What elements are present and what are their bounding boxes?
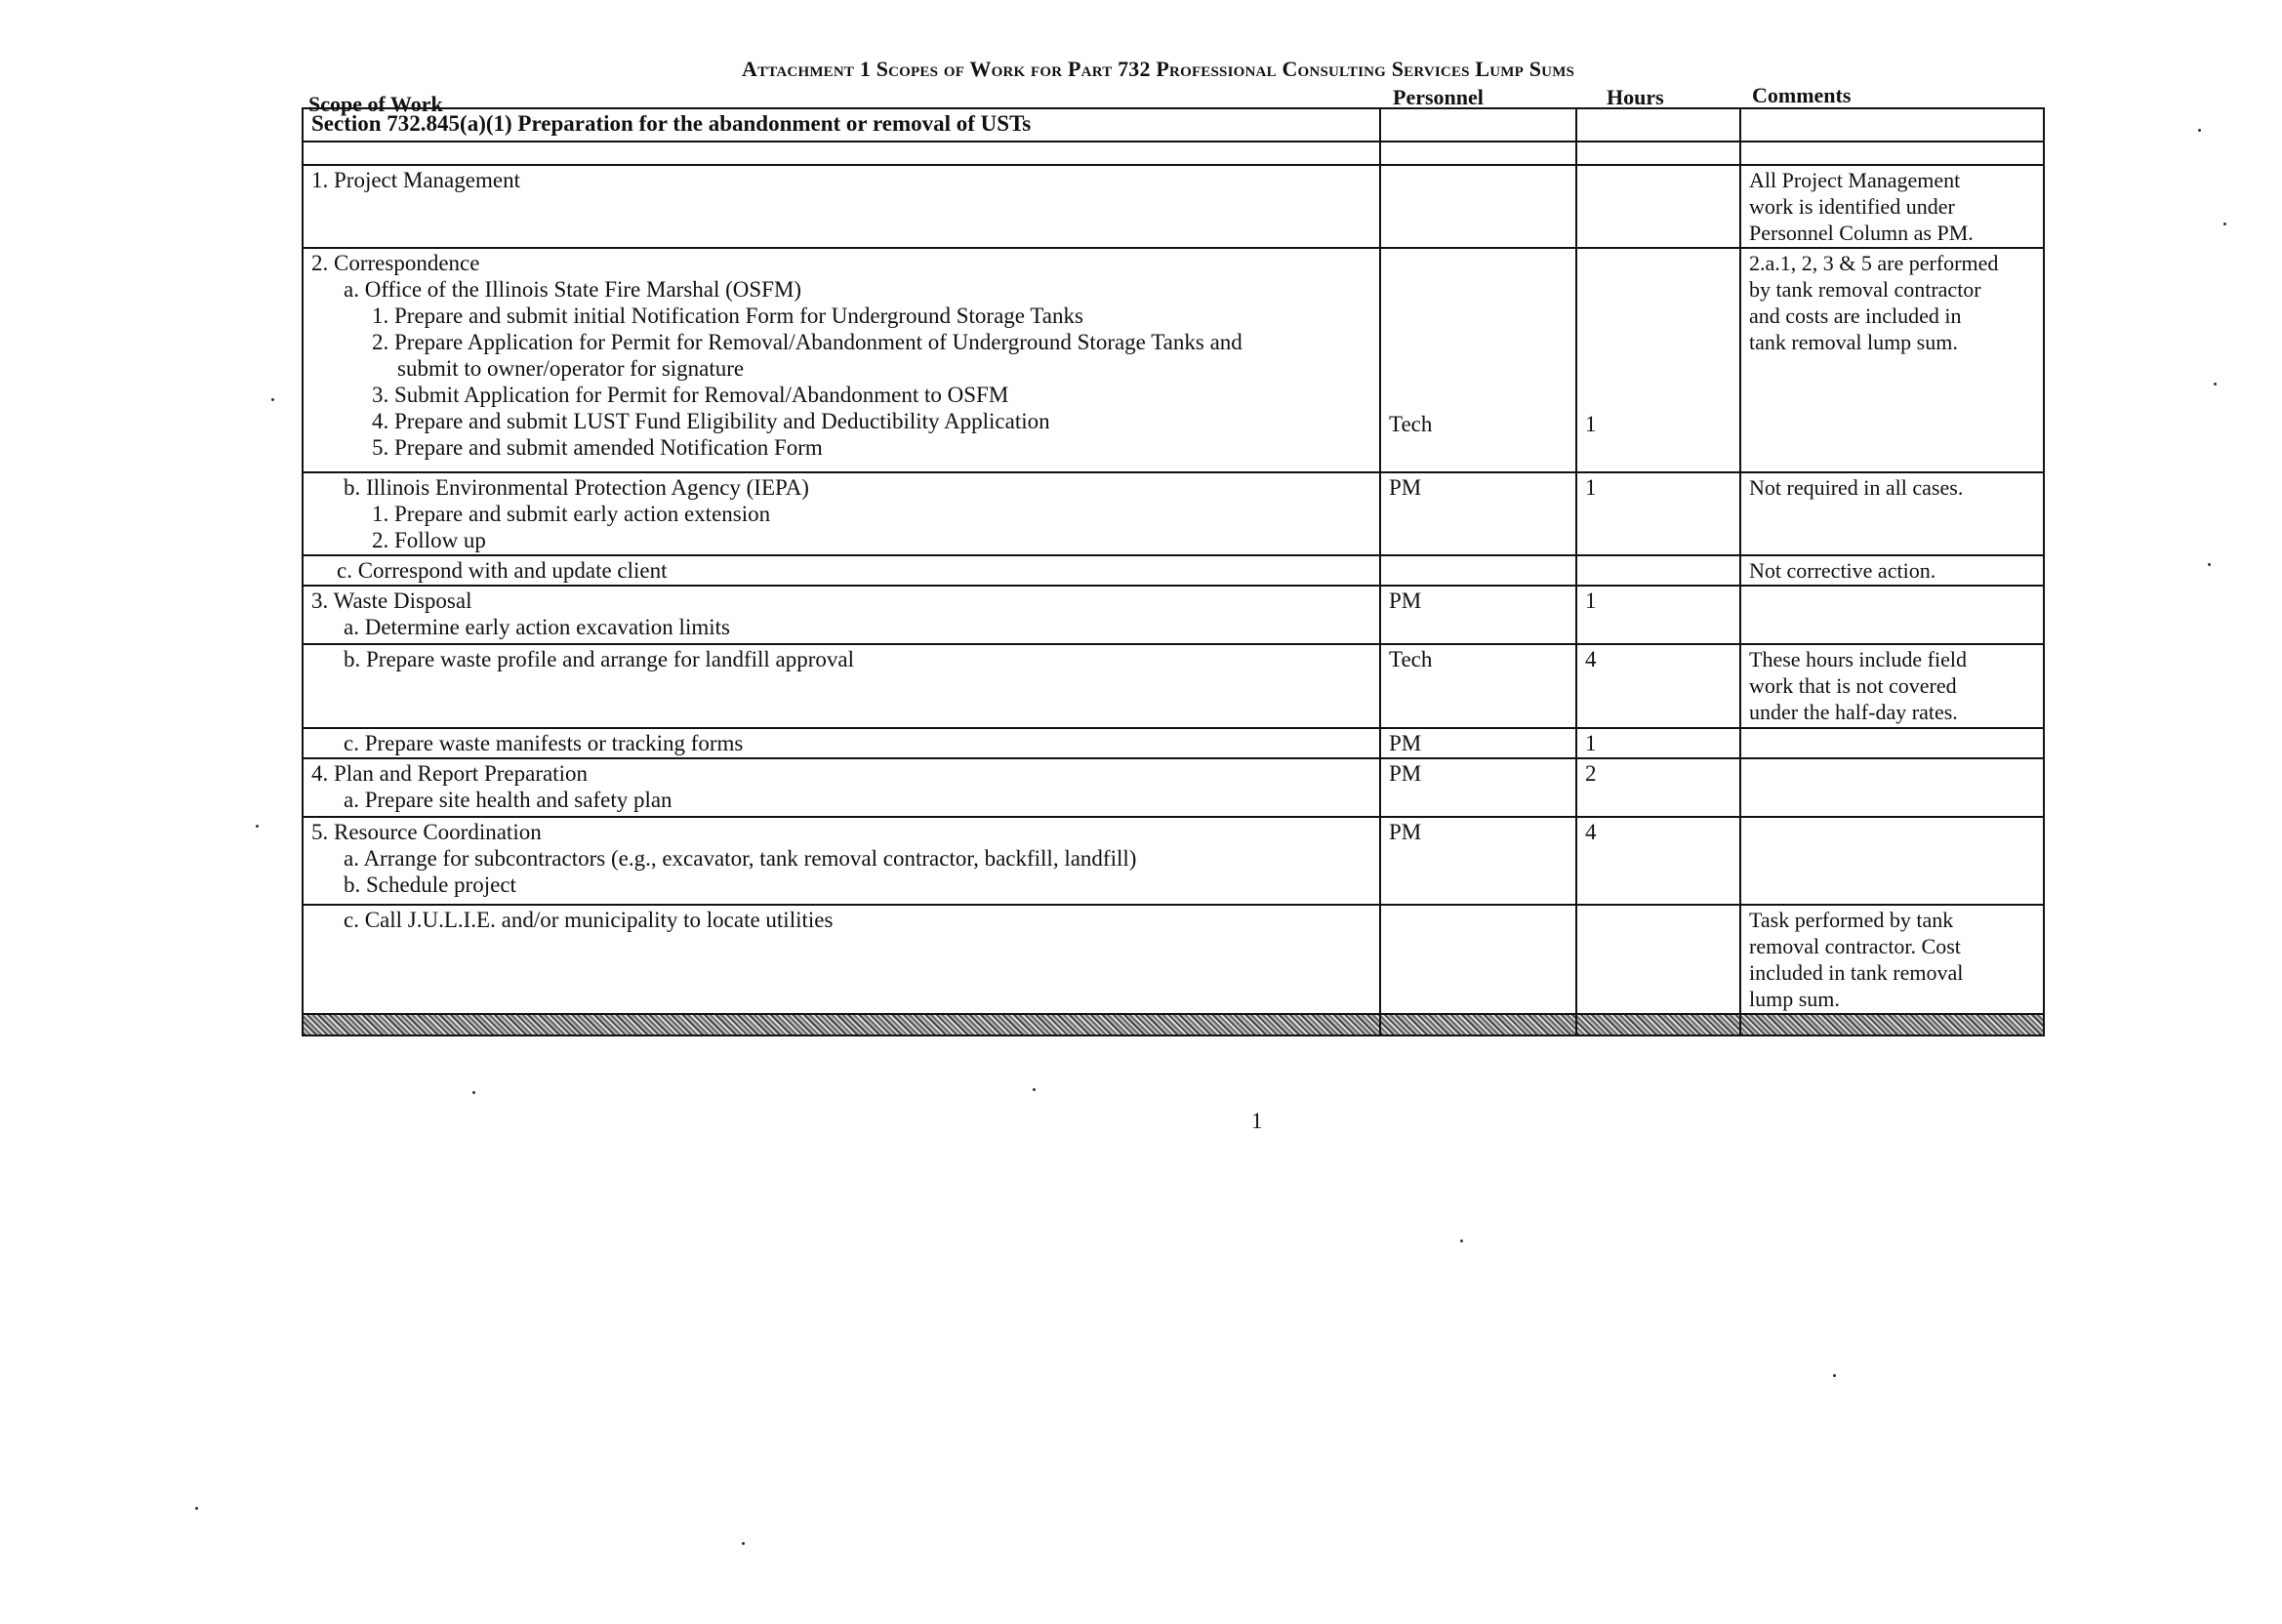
- comment-line: Not corrective action.: [1749, 558, 1936, 583]
- comment-line: lump sum.: [1749, 987, 1840, 1011]
- scope-cell: [303, 555, 1380, 586]
- hours-cell: [1576, 555, 1740, 586]
- scope-line: a. Prepare site health and safety plan: [344, 788, 672, 812]
- scope-line: 1. Prepare and submit early action extension: [372, 502, 771, 526]
- table-row: [303, 555, 2044, 586]
- scope-line: 3. Submit Application for Permit for Removal/Abandonment to OSFM: [372, 383, 1009, 407]
- personnel-cell: PM: [1380, 758, 1576, 817]
- table-row: [303, 472, 2044, 555]
- header-personnel: Personnel: [1393, 85, 1484, 109]
- scope-table: [302, 107, 2045, 1036]
- scan-speck: [2223, 223, 2226, 225]
- table-row: [303, 905, 2044, 1014]
- scope-line: 5. Prepare and submit amended Notification Form: [372, 435, 823, 460]
- scope-cell: [303, 728, 1380, 758]
- personnel-cell: [1380, 165, 1576, 248]
- scope-line: 3. Waste Disposal: [311, 589, 472, 613]
- personnel-cell: PM: [1380, 728, 1576, 758]
- personnel-cell: Tech: [1380, 644, 1576, 728]
- comment-line: under the half-day rates.: [1749, 700, 1958, 724]
- hours-cell: 1: [1576, 586, 1740, 644]
- scope-line: a. Office of the Illinois State Fire Marshal (OSFM): [344, 277, 802, 302]
- scope-line: 2. Correspondence: [311, 251, 480, 275]
- comment-line: work is identified under: [1749, 194, 1955, 219]
- comment-line: tank removal lump sum.: [1749, 330, 1958, 354]
- hours-cell: 1: [1576, 728, 1740, 758]
- scan-speck: [2208, 563, 2211, 566]
- table-row: [303, 586, 2044, 644]
- comments-cell: [1740, 817, 2044, 905]
- shaded-footer-row: [303, 1014, 2044, 1035]
- scope-line: 4. Prepare and submit LUST Fund Eligibility and Deductibility Application: [372, 409, 1050, 433]
- scope-cell: [303, 472, 1380, 555]
- personnel-cell: PM: [1380, 586, 1576, 644]
- scan-speck: [256, 825, 259, 828]
- comment-line: Task performed by tank: [1749, 908, 1954, 932]
- comments-cell: [1740, 728, 2044, 758]
- scope-line: 2. Prepare Application for Permit for Removal/Abandonment of Underground Storage Tanks and: [372, 330, 1243, 354]
- scope-line: a. Determine early action excavation limits: [344, 615, 730, 639]
- page-number: 1: [1251, 1109, 1263, 1133]
- document-title: Attachment 1 Scopes of Work for Part 732 Professional Consulting Services Lump Sums: [742, 57, 1575, 81]
- scope-line: 5. Resource Coordination: [311, 820, 542, 844]
- comments-cell: [1740, 165, 2044, 248]
- scope-line: c. Prepare waste manifests or tracking forms: [344, 731, 744, 755]
- scope-line: b. Prepare waste profile and arrange for landfill approval: [344, 647, 855, 671]
- hours-cell: [1576, 165, 1740, 248]
- comment-line: included in tank removal: [1749, 960, 1964, 985]
- comments-cell: [1740, 905, 2044, 1014]
- comment-line: by tank removal contractor: [1749, 277, 1981, 302]
- personnel-cell: PM: [1380, 472, 1576, 555]
- comment-line: removal contractor. Cost: [1749, 934, 1961, 958]
- section-title: Section 732.845(a)(1) Preparation for the abandonment or removal of USTs: [303, 108, 1380, 142]
- table-row: [303, 728, 2044, 758]
- table-row: [303, 644, 2044, 728]
- scope-cell: [303, 905, 1380, 1014]
- comments-cell: [1740, 248, 2044, 472]
- scan-speck: [2214, 383, 2217, 386]
- hours-cell: [1576, 905, 1740, 1014]
- comments-cell: [1740, 644, 2044, 728]
- scope-line: c. Call J.U.L.I.E. and/or municipality to locate utilities: [344, 908, 834, 932]
- hours-cell: 2: [1576, 758, 1740, 817]
- comment-line: and costs are included in: [1749, 304, 1962, 328]
- scope-line: b. Illinois Environmental Protection Agency (IEPA): [344, 475, 809, 500]
- comment-line: 2.a.1, 2, 3 & 5 are performed: [1749, 251, 1999, 275]
- comment-line: Not required in all cases.: [1749, 475, 1964, 500]
- hours-cell: 4: [1576, 644, 1740, 728]
- personnel-cell: [1380, 905, 1576, 1014]
- hours-cell: 4: [1576, 817, 1740, 905]
- hours-cell: 1: [1576, 248, 1740, 472]
- scope-line: c. Correspond with and update client: [337, 558, 668, 583]
- section-row: [303, 108, 2044, 142]
- scope-cell: [303, 644, 1380, 728]
- scope-line: a. Arrange for subcontractors (e.g., excavator, tank removal contractor, backfill, landfill): [344, 846, 1137, 871]
- comment-line: All Project Management: [1749, 168, 1961, 192]
- scan-speck: [1460, 1239, 1463, 1242]
- spacer-row: [303, 142, 2044, 165]
- comment-line: Personnel Column as PM.: [1749, 221, 1974, 245]
- table-row: [303, 165, 2044, 248]
- scan-speck: [271, 398, 274, 401]
- comments-cell: [1740, 758, 2044, 817]
- comments-cell: [1740, 586, 2044, 644]
- scope-cell: [303, 165, 1380, 248]
- scan-speck: [1833, 1374, 1836, 1377]
- scope-line: submit to owner/operator for signature: [397, 356, 745, 381]
- comments-cell: [1740, 472, 2044, 555]
- scope-cell: [303, 817, 1380, 905]
- scope-cell: [303, 586, 1380, 644]
- scope-line: 1. Prepare and submit initial Notification Form for Underground Storage Tanks: [372, 304, 1083, 328]
- personnel-cell: [1380, 555, 1576, 586]
- scope-cell: [303, 248, 1380, 472]
- scan-speck: [195, 1507, 198, 1510]
- personnel-cell: PM: [1380, 817, 1576, 905]
- scan-speck: [2198, 129, 2201, 132]
- scan-speck: [742, 1542, 745, 1545]
- scan-speck: [472, 1091, 475, 1094]
- hours-cell: 1: [1576, 472, 1740, 555]
- comment-line: work that is not covered: [1749, 673, 1957, 698]
- personnel-cell: Tech: [1380, 248, 1576, 472]
- scope-line: 1. Project Management: [311, 168, 520, 192]
- scope-line: 4. Plan and Report Preparation: [311, 761, 588, 786]
- comment-line: These hours include field: [1749, 647, 1967, 671]
- scope-cell: [303, 758, 1380, 817]
- scan-speck: [1033, 1088, 1036, 1091]
- table-row: [303, 248, 2044, 472]
- header-hours: Hours: [1607, 85, 1664, 109]
- header-scope-of-work: Scope of Work: [308, 92, 443, 116]
- header-comments: Comments: [1752, 83, 1852, 107]
- scope-line: 2. Follow up: [372, 528, 486, 552]
- comments-cell: [1740, 555, 2044, 586]
- table-row: [303, 817, 2044, 905]
- scope-line: b. Schedule project: [344, 873, 516, 897]
- table-row: [303, 758, 2044, 817]
